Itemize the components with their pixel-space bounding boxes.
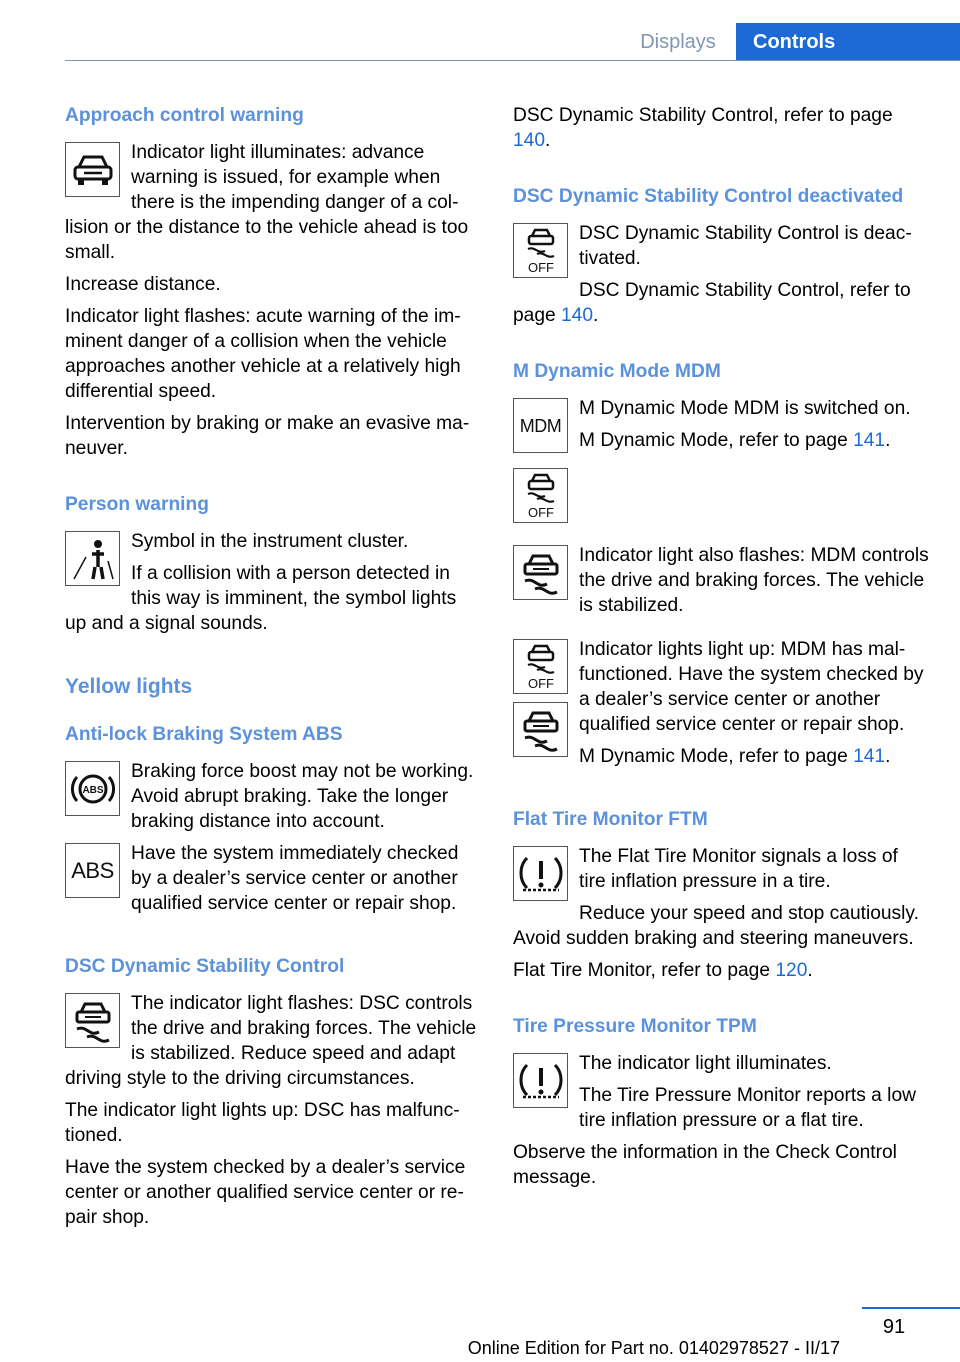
tpm-paragraph-1: The indicator light illuminates.: [579, 1053, 832, 1074]
mdm-paragraph-2: Indicator light also flashes: MDM controls the drive and braking forces. The vehicle is stabilized.: [579, 545, 929, 616]
heading-ftm: Flat Tire Monitor FTM: [513, 809, 708, 830]
svg-text:OFF: OFF: [527, 675, 554, 691]
abs-text-icon: [65, 843, 120, 898]
heading-abs: Anti-lock Braking System ABS: [65, 724, 343, 745]
mdm-ref2-text: M Dynamic Mode, refer to page: [579, 746, 854, 767]
abs-paragraph-1: Braking force boost may not be working. Avoid abrupt braking. Take the longer braking distance into account.: [131, 761, 474, 832]
heading-mdm: M Dynamic Mode MDM: [513, 361, 721, 382]
edition-note: Online Edition for Part no. 01402978527 - II/17: [467, 1338, 840, 1358]
section-dsc-off: [513, 184, 929, 328]
ftm-ref-page-link[interactable]: 120: [775, 960, 808, 981]
dsc-ref-text: DSC Dynamic Stability Control, refer to page: [513, 105, 893, 126]
ftm-ref-end: .: [807, 960, 813, 981]
section-tpm: [513, 1014, 929, 1190]
mdm-reference-1: [513, 428, 929, 453]
tire-warning-icon: [513, 846, 568, 901]
approach-paragraph-2: Increase distance.: [65, 274, 221, 295]
heading-dsc: DSC Dynamic Stability Control: [65, 956, 345, 977]
dsc-off-reference: [513, 278, 929, 328]
heading-person-warning: Person warning: [65, 494, 209, 515]
section-approach-control: [65, 103, 479, 461]
dsc-paragraph-2: The indicator light lights up: DSC has malfunctioned.: [65, 1100, 460, 1146]
ftm-paragraph-2: Reduce your speed and stop cautiously. Avoid sudden braking and steering maneuvers.: [513, 903, 919, 949]
approach-paragraph-3: Indicator light flashes: acute warning of the imminent danger of a collision when the vehicle approaches another vehicle at a relatively high differential speed.: [65, 306, 461, 402]
dsc-off-ref-page-link[interactable]: 140: [561, 305, 594, 326]
svg-text:ABS: ABS: [81, 784, 104, 796]
mdm-paragraph-3: Indicator lights light up: MDM has malfunctioned. Have the system checked by a dealer’s service center or another qualified service center or repair shop.: [579, 639, 924, 735]
mdm-ref2-page-link[interactable]: 141: [853, 746, 886, 767]
dsc-ref-end: .: [545, 130, 551, 151]
dsc-paragraph-1: The indicator light flashes: DSC controls the drive and braking forces. The vehicle is stabilized. Reduce speed and adapt driving style to the driving circumstances.: [65, 993, 477, 1089]
mdm-text-icon-label: MDM: [519, 415, 562, 436]
left-column: [65, 103, 479, 1237]
mdm-ref1-end: .: [885, 430, 891, 451]
mdm-skid-icon: [513, 545, 568, 600]
ftm-reference: [513, 958, 929, 983]
svg-text:OFF: OFF: [527, 504, 554, 520]
car-front-icon: [65, 142, 120, 197]
svg-text:OFF: OFF: [527, 259, 554, 275]
heading-dsc-off: DSC Dynamic Stability Control deactivated: [513, 186, 904, 207]
dsc-off-paragraph-1: DSC Dynamic Stability Control is deactivated.: [579, 223, 912, 269]
mdm-ref1-text: M Dynamic Mode, refer to page: [579, 430, 854, 451]
section-dsc: [65, 954, 479, 1230]
person-paragraph-2: If a collision with a person detected in this way is imminent, the symbol lights up and a signal sounds.: [65, 563, 457, 634]
dsc-skid-icon: [65, 993, 120, 1048]
dsc-off-ref-end: .: [593, 305, 599, 326]
dsc-paragraph-3: Have the system checked by a dealer’s service center or another qualified service center or repair shop.: [65, 1157, 466, 1228]
section-abs: [65, 722, 479, 923]
tpm-paragraph-2: The Tire Pressure Monitor reports a low tire inflation pressure or a flat tire.: [579, 1085, 916, 1131]
approach-paragraph-1: Indicator light illuminates: advance warning is issued, for example when there is the impending danger of a collision or the distance to the vehicle ahead is too small.: [65, 142, 469, 263]
dsc-off-ref-text: DSC Dynamic Stability Control, refer to page: [513, 280, 911, 326]
page-number: 91: [882, 1316, 906, 1338]
pedestrian-icon: [65, 531, 120, 586]
mdm-paragraph-1: M Dynamic Mode MDM is switched on.: [579, 398, 911, 419]
footer-accent-line: [862, 1307, 960, 1309]
section-person-warning: [65, 492, 479, 643]
section-mdm: [513, 359, 929, 776]
abs-circle-icon: [65, 761, 120, 816]
dsc-off-icon: [513, 223, 568, 278]
section-ftm: [513, 807, 929, 983]
heading-tpm: Tire Pressure Monitor TPM: [513, 1016, 757, 1037]
mdm-malfunction-skid-icon: [513, 702, 568, 757]
mdm-dsc-off-icon: [513, 468, 568, 523]
heading-yellow-lights: Yellow lights: [65, 675, 193, 698]
mdm-malfunction-off-icon: [513, 639, 568, 694]
right-column: [513, 103, 929, 1197]
tab-controls[interactable]: Controls: [736, 23, 960, 61]
ftm-ref-text: Flat Tire Monitor, refer to page: [513, 960, 776, 981]
person-paragraph-1: Symbol in the instrument cluster.: [131, 531, 409, 552]
dsc-ref-page-link[interactable]: 140: [513, 130, 546, 151]
approach-paragraph-4: Intervention by braking or make an evasive maneuver.: [65, 413, 470, 459]
tpm-paragraph-3: Observe the information in the Check Control message.: [513, 1142, 897, 1188]
mdm-ref1-page-link[interactable]: 141: [853, 430, 886, 451]
mdm-reference-2: [513, 744, 929, 769]
abs-text-icon-label: ABS: [71, 857, 114, 883]
mdm-ref2-end: .: [885, 746, 891, 767]
dsc-reference: [513, 103, 929, 153]
tire-pressure-icon: [513, 1053, 568, 1108]
mdm-text-icon: [513, 398, 568, 453]
header-divider: [65, 60, 960, 61]
ftm-paragraph-1: The Flat Tire Monitor signals a loss of tire inflation pressure in a tire.: [579, 846, 898, 892]
abs-paragraph-2: Have the system immediately checked by a dealer’s service center or another qualified service center or repair shop.: [131, 843, 459, 914]
heading-approach-control: Approach control warning: [65, 105, 304, 126]
tab-displays[interactable]: Displays: [640, 30, 716, 53]
